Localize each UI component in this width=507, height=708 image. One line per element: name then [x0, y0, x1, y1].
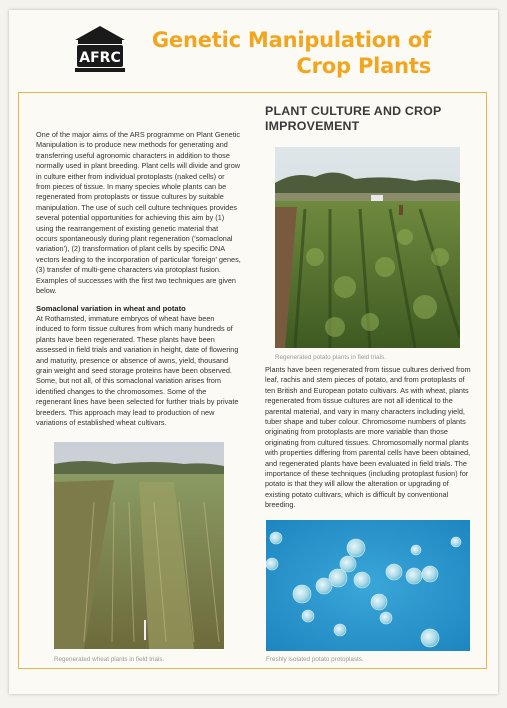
left-column — [36, 130, 241, 428]
title-line-2: Crop Plants — [296, 54, 431, 78]
wheat-photo-caption: Regenerated wheat plants in field trials. — [54, 656, 165, 663]
potato-photo-caption: Regenerated potato plants in field trials. — [275, 354, 386, 361]
potato-paragraph-block — [265, 365, 473, 511]
afrc-logo — [72, 24, 128, 74]
logo-text: AFRC — [79, 50, 121, 66]
intro-paragraph: One of the major aims of the ARS programme on Plant Genetic Manipulation is to produce new methods for generating and transferring useful agronomic characters in addition to those normally used in plant breeding. Plant cells will divide and grow in culture either from individual protoplasts (naked cells) or from pieces of tissue. In many species whole plants can be regenerated from protoplasts or tissue cultures by suitable manipulation. The use of such cell culture techniques provides several potential opportunities for achieving this aim by (1) using the rearrangement of existing genetic material that occurs spontaneously during plant regeneration ('somaclonal variation'), (2) transformation of plant cells by specific DNA vectors leading to the incorporation of particular 'foreign' genes, (3) transfer of multi-gene characters via protoplast fusion. Examples of successes with the first two techniques are given below. — [36, 130, 241, 296]
potato-field-photo — [275, 147, 460, 348]
protoplast-photo-caption: Freshly isolated potato protoplasts. — [266, 656, 364, 663]
protoplast-micrograph — [266, 520, 470, 651]
somaclonal-paragraph: At Rothamsted, immature embryos of wheat have been induced to form tissue cultures from which many hundreds of plants have been regenerated. These plants have been assessed in field trials and variation in height, date of flowering and maturity, presence or absence of awns, yield, thousand grain weight and seed storage proteins have been observed. Some, but not all, of this somaclonal variation arises from identified changes to the chromosomes. Some of the regenerant lines have been selected for further trials by private breeders. This approach may lead to production of new variations of established wheat cultivars. — [36, 313, 239, 427]
right-column-header — [265, 104, 460, 133]
somaclonal-subheading: Somaclonal variation in wheat and potato — [36, 303, 186, 313]
section-heading: PLANT CULTURE AND CROP IMPROVEMENT — [265, 104, 442, 133]
wheat-field-photo — [54, 442, 224, 649]
title-line-1: Genetic Manipulation of — [151, 28, 431, 52]
page-title — [152, 27, 431, 79]
potato-paragraph: Plants have been regenerated from tissue cultures derived from leaf, rachis and stem pieces of potato, and from protoplasts of ten British and European potato cultivars. As with wheat, plants regenerated from tissue cultures are not all identical to the parental material, and vary in many characters including yield, tuber shape and tuber colour. Chromosome numbers of plants originating from protoplasts are more variable than those originating from cultured tissues. Chromosomally normal plants with properties differing from parental cells have been obtained, and regenerated plants have been evaluated in field trials. The importance of these techniques (including protoplast fusion) for potato is that they will allow the alteration or upgrading of existing potato cultivars, which is difficult by conventional breeding. — [265, 365, 471, 510]
